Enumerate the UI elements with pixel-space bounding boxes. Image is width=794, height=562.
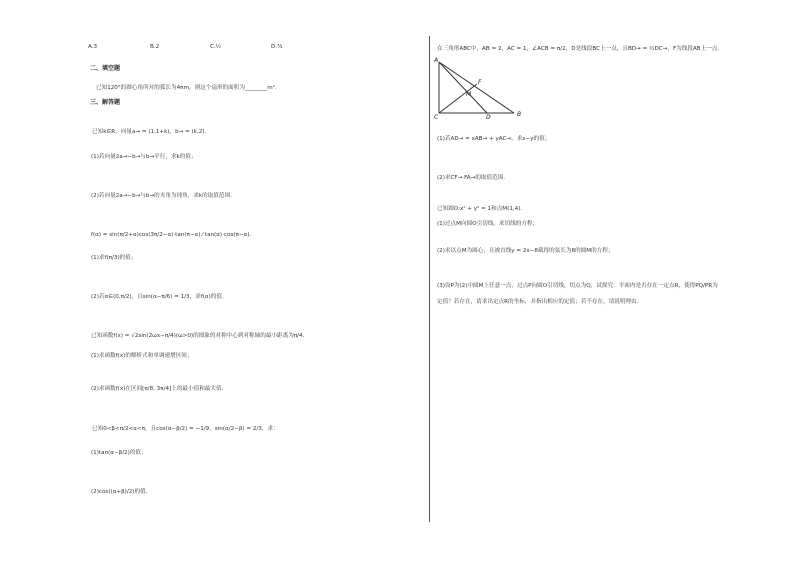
p6-stem: 已知圆O:x² + y² = 1和点M(1,4)． (437, 206, 526, 212)
p4-stem: 已知0<β<π/2<α<π，且cos(α−β/2) = −1/9，sin(α/2−β) = 2/3，求： (92, 426, 279, 432)
segment-cf (439, 84, 477, 113)
p1-q2: (2)若向量2a→−b→与b→的夹角为钝角，求k的取值范围． (91, 193, 236, 199)
label-a: A (434, 57, 439, 64)
label-b: B (517, 111, 522, 118)
p1-q1: (1)若向量2a→−b→与b→平行，求k的值； (91, 154, 197, 160)
label-c: C (434, 114, 439, 120)
section-fill-heading: 二、填空题 (90, 65, 121, 72)
triangle-figure (434, 56, 524, 124)
label-m: M (466, 91, 472, 98)
p6-q3-line1: (3)设P为(2)中圆M上任意一点，过点P向圆O引切线，切点为Q，试探究：平面内是否存在一定点R，使得PQ/PR为 (437, 283, 718, 289)
option-c: C.½ (210, 44, 222, 50)
p6-q3-line2: 定值？若存在，请求出定点R的坐标，并指出相应的定值；若不存在，请说明理由． (437, 299, 643, 305)
p2-q2: (2)若α∈(0,π/2)，且sin(α−π/6) = 1/3，求f(α)的值． (91, 294, 228, 300)
fill-question: 已知120°的圆心角所对的弧长为4πm，则这个扇形的面积为________m². (96, 85, 277, 91)
segment-ad (439, 62, 487, 113)
edge-ab (439, 62, 514, 113)
p3-stem: 已知函数f(x) = √2sin(2ωx−π/4)(ω>0)的图象的对称中心到对称轴的最小距离为π/4． (91, 333, 309, 339)
option-b: B.2 (150, 44, 160, 50)
option-d: D.³⁄₂ (271, 44, 283, 50)
p4-q2: (2)cos((α+β)/2)的值． (91, 489, 152, 495)
p1-stem: 已知k∈R，向量a→ = (1,1+k)，b→ = (k,2)． (92, 129, 211, 135)
p3-q1: (1)求函数f(x)的解析式和单调递增区间； (91, 353, 193, 359)
option-a: A.3 (88, 44, 98, 50)
p6-q1: (1)过点M向圆O引切线，求切线的方程； (437, 221, 539, 227)
label-f: F (478, 79, 482, 86)
column-divider (429, 36, 430, 522)
p4-q1: (1)tan(α−β/2)的值； (91, 450, 147, 456)
p2-q1: (1)求f(π/3)的值； (91, 255, 137, 261)
p5-q1: (1)若AD→ = xAB→ + yAC→，求x−y的值； (437, 136, 551, 142)
p6-q2: (2)求以点M为圆心，且被直线y = 2x−8截得的弦长为8的圆M的方程； (437, 248, 614, 254)
p5-stem: 在三角形ABC中，AB = 2，AC = 1，∠ACB = π/2，D是线段BC上一点，且BD→ = ½DC→，F为线段AB上一点． (437, 46, 723, 52)
p2-stem: f(α) = sin(π/2+α)cos(3π/2−α)·tan(π−α) ⁄ tan(α)·cos(π−α)． (91, 232, 255, 238)
section-solve-heading: 三、解答题 (90, 99, 121, 106)
p5-q2: (2)求CF→·FA→的取值范围． (437, 175, 509, 181)
triangle-diagram (434, 56, 524, 120)
label-d: D (486, 114, 491, 120)
p3-q2: (2)求函数f(x)在区间[π/8, 3π/4]上的最小值和最大值． (91, 386, 228, 392)
